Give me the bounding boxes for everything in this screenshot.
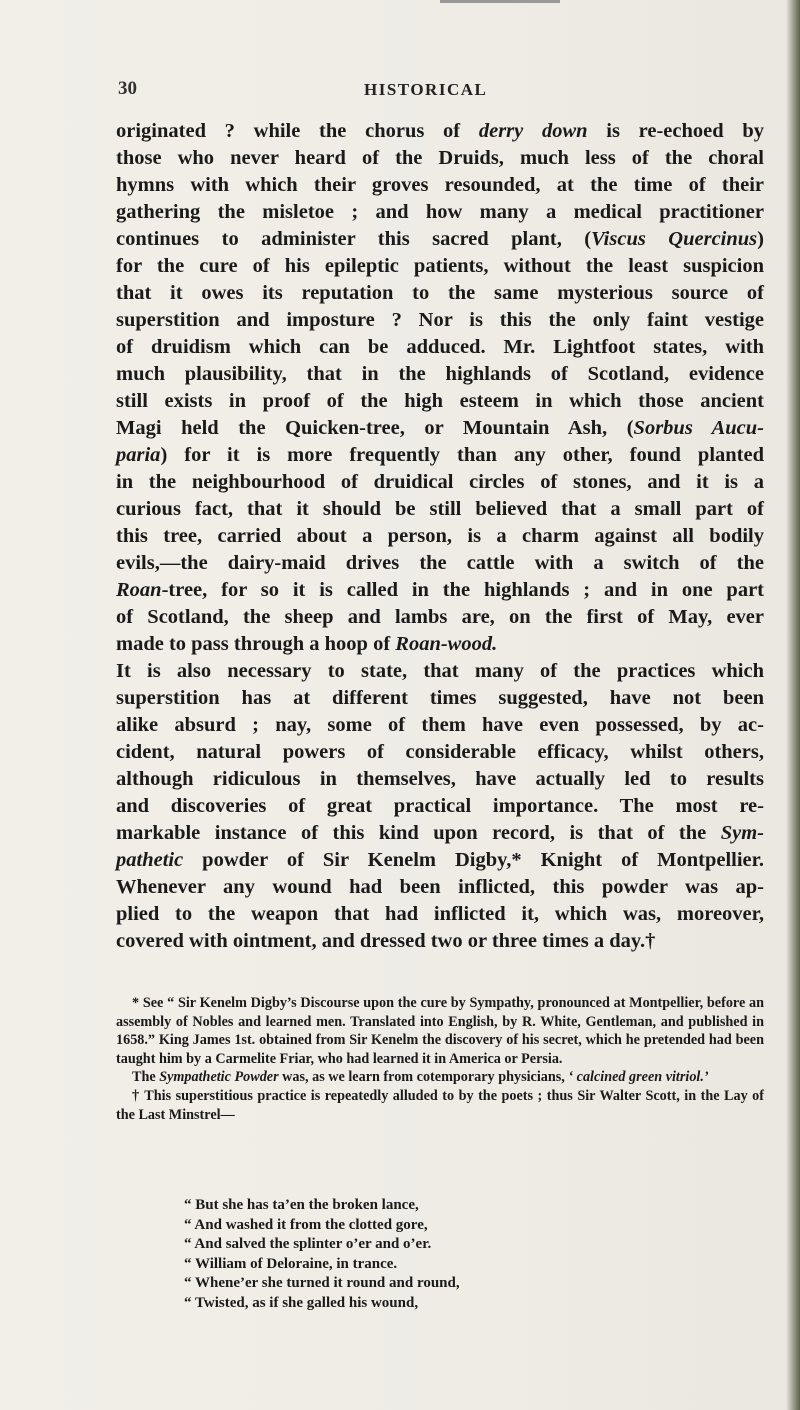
text-line: of druidism which can be adduced. Mr. Lightfoot states, with [116,336,764,358]
text-line: It is also necessary to state, that many of the practices which [116,660,764,682]
text-line: plied to the weapon that had inflicted it, which was, moreover, [116,903,764,925]
text-line: superstition has at different times suggested, have not been [116,687,764,709]
footnote-digby: * See “ Sir Kenelm Digby’s Discourse upon the cure by Sympathy, pronounced at Montpellier, before an assembly of Nobles and learned men. Translated into English, by R. White, Gentleman, and published in 1658.” King James 1st. obtained from Sir Kenelm the discovery of his secret, which he pretended had been taught him by a Carmelite Friar, who had learned it in America or Persia. [116,995,764,1067]
text-line: originated ? while the chorus of derry down is re-echoed by [116,120,765,142]
text-line: still exists in proof of the high esteem in which those ancient [116,390,764,412]
text-line: curious fact, that it should be still believed that a small part of [116,498,764,520]
text-line: Whenever any wound had been inflicted, this powder was ap- [116,876,764,898]
text-line: for the cure of his epileptic patients, without the least suspicion [116,255,764,277]
page-edge-shadow [786,0,800,1410]
text-line: covered with ointment, and dressed two or three times a day.† [116,930,656,952]
text-line: that it owes its reputation to the same mysterious source of [116,282,764,304]
verse-line: “ William of Deloraine, in trance. [184,1255,398,1272]
text-line: Magi held the Quicken-tree, or Mountain Ash, (Sorbus Aucu- [116,417,764,439]
text-line: this tree, carried about a person, is a charm against all bodily [116,525,764,547]
page-top-rule [440,0,560,3]
text-line: continues to administer this sacred plant, (Viscus Quercinus) [116,228,764,250]
text-line: alike absurd ; nay, some of them have even possessed, by ac- [116,714,764,736]
text-line: cident, natural powers of considerable efficacy, whilst others, [116,741,764,763]
verse-line: “ Twisted, as if she galled his wound, [184,1294,419,1311]
text-line: evils,—the dairy-maid drives the cattle with a switch of the [116,552,764,574]
verse-line: “ But she has ta’en the broken lance, [184,1197,419,1213]
text-line: paria) for it is more frequently than any other, found planted [116,444,764,466]
main-text [116,118,764,955]
text-line: of Scotland, the sheep and lambs are, on the first of May, ever [116,606,764,628]
text-line: pathetic powder of Sir Kenelm Digby,* Knight of Montpellier. [116,849,764,871]
text-line: markable instance of this kind upon record, is that of the Sym- [116,822,764,844]
text-line: in the neighbourhood of druidical circles of stones, and it is a [116,471,764,493]
text-line: gathering the misletoe ; and how many a medical practitioner [116,201,764,223]
page-header [118,78,758,102]
text-line: much plausibility, that in the highlands of Scotland, evidence [116,363,764,385]
verse-line: “ Whene’er she turned it round and round, [184,1275,460,1292]
text-line: although ridiculous in themselves, have actually led to results [116,768,764,790]
text-line: made to pass through a hoop of Roan-wood. [116,633,498,655]
text-line: those who never heard of the Druids, much less of the choral [116,147,764,169]
text-line: and discoveries of great practical importance. The most re- [116,795,764,817]
verse-line: “ And washed it from the clotted gore, [184,1216,428,1233]
footnote-sympathetic-powder: The Sympathetic Powder was, as we learn from cotemporary physicians, ‘ calcined green vitriol.’ [132,1069,709,1086]
footnote-scott: † This superstitious practice is repeatedly alluded to by the poets ; thus Sir Walter Scott, in the Lay of the Last Minstrel— [116,1087,764,1123]
verse-line: “ And salved the splinter o’er and o’er. [184,1236,432,1253]
text-line: hymns with which their groves resounded, at the time of their [116,174,764,196]
page-number: 30 [118,78,137,99]
verse-quotation [184,1196,704,1314]
running-head: HISTORICAL [364,80,488,99]
text-line: superstition and imposture ? Nor is this the only faint vestige [116,309,764,331]
footnotes [116,994,764,1124]
text-line: Roan-tree, for so it is called in the highlands ; and in one part [116,579,764,601]
